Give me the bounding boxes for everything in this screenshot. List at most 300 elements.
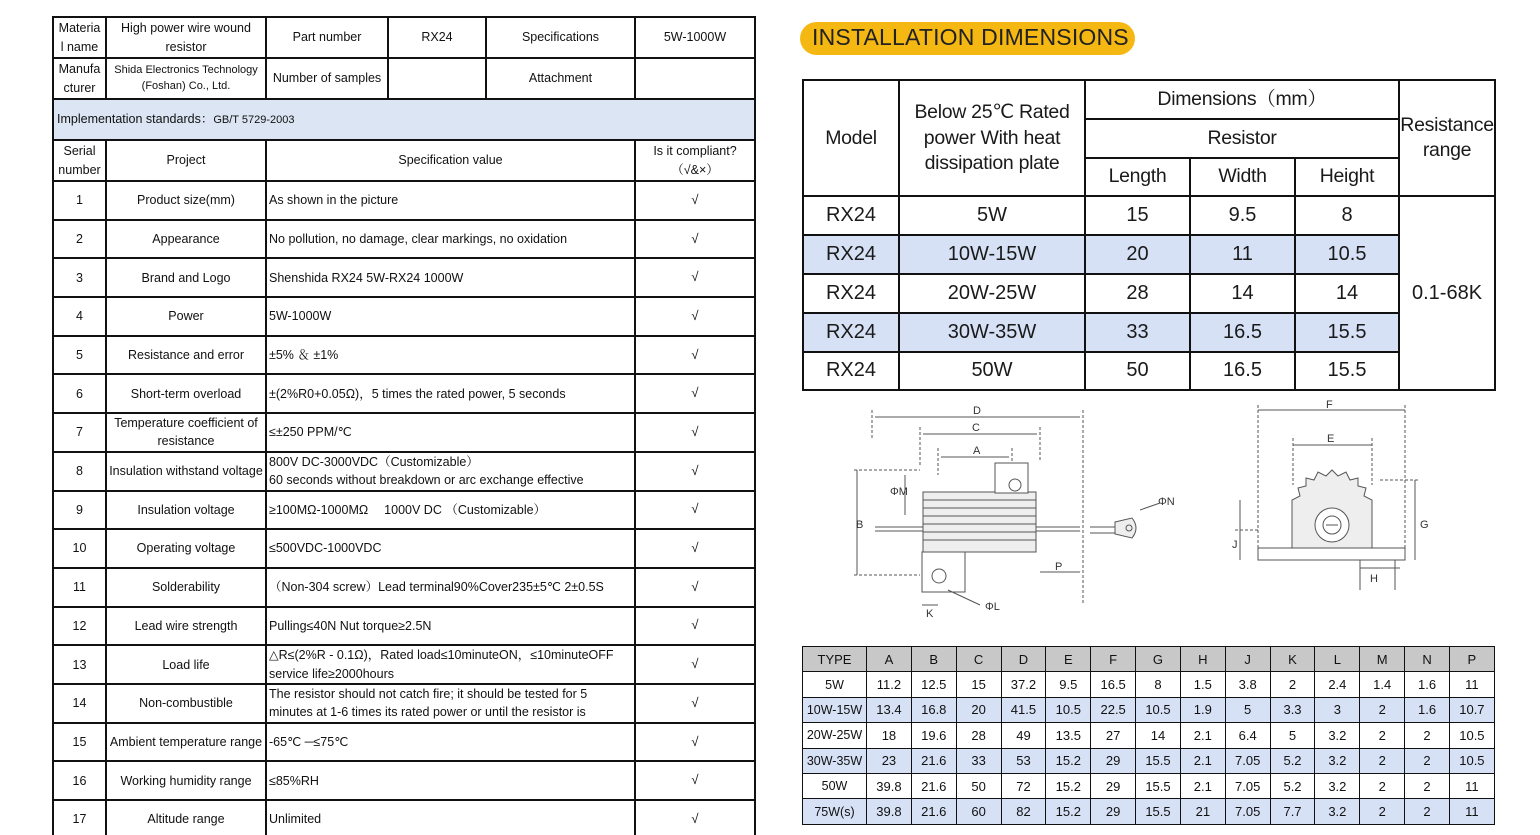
spec-row: [53, 374, 755, 413]
header-width: Width: [1190, 158, 1295, 197]
specification-line: ≥100MΩ-1000MΩ 1000V DC （Customizable）: [269, 502, 547, 517]
col-project: Project: [106, 140, 266, 181]
dimension-cell-l: 50: [1085, 352, 1190, 391]
specification-value: [266, 297, 635, 336]
dimension-row: [803, 313, 1495, 352]
spec-header-cell: 5W-1000W: [635, 17, 755, 58]
specification-line: ±(2%R0+0.05Ω)，5 times the rated power, 5 seconds: [269, 386, 566, 401]
type-value: 2: [1405, 748, 1450, 773]
label-l: ΦL: [985, 601, 1000, 613]
compliant-check: √: [635, 607, 755, 646]
specification-line: 5W-1000W: [269, 309, 332, 324]
specification-value: [266, 181, 635, 220]
header-rated-power: Below 25℃ Rated power With heat dissipation plate: [899, 80, 1085, 196]
compliant-check: √: [635, 374, 755, 413]
dimension-cell-w: 14: [1190, 274, 1295, 313]
type-value: 1.5: [1180, 672, 1225, 697]
serial-number: 8: [53, 452, 106, 491]
dimension-cell-h: 10.5: [1295, 235, 1399, 274]
project-name: Working humidity range: [106, 761, 266, 800]
compliant-check: √: [635, 336, 755, 375]
specification-line: 60 seconds without breakdown or arc exchange effective: [269, 473, 584, 488]
serial-number: 10: [53, 529, 106, 568]
project-name: Lead wire strength: [106, 607, 266, 646]
col-specification-value: Specification value: [266, 140, 635, 181]
specification-line: ≤±250 PPM/℃: [269, 425, 352, 440]
compliant-check: √: [635, 723, 755, 762]
type-value: 1.9: [1180, 697, 1225, 722]
dimension-cell-model: RX24: [803, 274, 899, 313]
serial-number: 6: [53, 374, 106, 413]
dimension-cell-h: 15.5: [1295, 352, 1399, 391]
spec-header-cell: Attachment: [486, 58, 635, 99]
installation-dimensions-title: INSTALLATION DIMENSIONS: [812, 24, 1129, 50]
project-name: Temperature coefficient of resistance: [106, 413, 266, 452]
dimension-cell-power: 5W: [899, 196, 1085, 235]
type-value: 2: [1405, 799, 1450, 824]
serial-number: 5: [53, 336, 106, 375]
serial-number: 4: [53, 297, 106, 336]
type-header-cell: F: [1091, 647, 1136, 672]
label-a: A: [973, 445, 981, 457]
type-value: 3.2: [1315, 799, 1360, 824]
type-value: 21.6: [911, 748, 956, 773]
type-value: 11: [1449, 672, 1494, 697]
type-value: 3.2: [1315, 773, 1360, 798]
type-value: 2: [1360, 697, 1405, 722]
type-value: 29: [1091, 773, 1136, 798]
type-value: 3.3: [1270, 697, 1315, 722]
standard-cell: [53, 99, 755, 140]
type-value: 1.6: [1405, 672, 1450, 697]
type-value: 11.2: [867, 672, 912, 697]
type-row: [803, 748, 1495, 773]
spec-row: [53, 607, 755, 646]
type-header-cell: K: [1270, 647, 1315, 672]
type-name: 10W-15W: [803, 697, 867, 722]
spec-row: [53, 529, 755, 568]
type-header-cell: E: [1046, 647, 1091, 672]
installation-dimensions-badge: [800, 22, 1135, 55]
type-value: 3: [1315, 697, 1360, 722]
project-name: Short-term overload: [106, 374, 266, 413]
specification-value: [266, 336, 635, 375]
label-f: F: [1326, 400, 1333, 411]
spec-row: [53, 220, 755, 259]
type-value: 10.5: [1449, 723, 1494, 748]
specification-table: [52, 16, 756, 835]
type-value: 10.5: [1046, 697, 1091, 722]
dimensions-table: [802, 79, 1496, 391]
type-value: 39.8: [867, 773, 912, 798]
type-value: 1.4: [1360, 672, 1405, 697]
spec-header-cell: High power wire wound resistor: [106, 17, 266, 58]
specification-value: [266, 684, 635, 723]
specification-value: [266, 374, 635, 413]
specification-line: minutes at 1-6 times its rated power or until the resistor is: [269, 705, 586, 720]
type-value: 5: [1270, 723, 1315, 748]
specification-line: -65℃ ─≤75℃: [269, 734, 349, 749]
serial-number: 16: [53, 761, 106, 800]
dimension-cell-l: 15: [1085, 196, 1190, 235]
type-value: 18: [867, 723, 912, 748]
serial-number: 3: [53, 258, 106, 297]
type-value: 2.1: [1180, 723, 1225, 748]
type-value: 3.2: [1315, 723, 1360, 748]
type-value: 22.5: [1091, 697, 1136, 722]
dimension-cell-w: 11: [1190, 235, 1295, 274]
dimension-cell-power: 20W-25W: [899, 274, 1085, 313]
project-name: Insulation withstand voltage: [106, 452, 266, 491]
compliant-check: √: [635, 491, 755, 530]
type-value: 14: [1136, 723, 1181, 748]
specification-line: （Non-304 screw）Lead terminal90%Cover235±5℃ 2±0.5S: [269, 580, 604, 595]
resistance-range-value: 0.1-68K: [1399, 196, 1495, 390]
label-n: ΦN: [1158, 496, 1175, 508]
compliant-check: √: [635, 529, 755, 568]
serial-number: 13: [53, 645, 106, 684]
type-value: 53: [1001, 748, 1046, 773]
specification-value: [266, 723, 635, 762]
type-value: 13.5: [1046, 723, 1091, 748]
dimension-cell-l: 28: [1085, 274, 1190, 313]
compliant-check: √: [635, 800, 755, 835]
type-value: 12.5: [911, 672, 956, 697]
project-name: Operating voltage: [106, 529, 266, 568]
spec-header-cell: Materia l name: [53, 17, 106, 58]
type-value: 2: [1360, 748, 1405, 773]
type-value: 3.8: [1225, 672, 1270, 697]
type-value: 9.5: [1046, 672, 1091, 697]
label-h: H: [1370, 573, 1378, 585]
type-value: 5.2: [1270, 748, 1315, 773]
spec-header-cell: Manufa cturer: [53, 58, 106, 99]
type-header-cell: N: [1405, 647, 1450, 672]
installation-drawing: [840, 400, 1500, 630]
specification-line: ≤85%RH: [269, 773, 319, 788]
project-name: Ambient temperature range: [106, 723, 266, 762]
spec-header-row: [53, 58, 755, 99]
spec-header-cell: Number of samples: [266, 58, 388, 99]
type-value: 16.5: [1091, 672, 1136, 697]
type-value: 3.2: [1315, 748, 1360, 773]
spec-row: [53, 568, 755, 607]
spec-header-row: [53, 17, 755, 58]
project-name: Resistance and error: [106, 336, 266, 375]
spec-row: [53, 297, 755, 336]
type-value: 2: [1405, 723, 1450, 748]
type-value: 15.2: [1046, 773, 1091, 798]
type-value: 23: [867, 748, 912, 773]
serial-number: 1: [53, 181, 106, 220]
type-value: 15.5: [1136, 748, 1181, 773]
spec-row: [53, 181, 755, 220]
side-view-drawing: [854, 410, 1160, 605]
spec-row: [53, 258, 755, 297]
compliant-check: √: [635, 413, 755, 452]
type-row: [803, 773, 1495, 798]
type-value: 7.05: [1225, 799, 1270, 824]
label-b: B: [856, 519, 864, 531]
type-value: 21.6: [911, 799, 956, 824]
type-value: 15.2: [1046, 748, 1091, 773]
type-value: 82: [1001, 799, 1046, 824]
spec-header-cell: Shida Electronics Technology (Foshan) Co., Ltd.: [106, 58, 266, 99]
type-name: 75W(s): [803, 799, 867, 824]
type-value: 1.6: [1405, 697, 1450, 722]
type-value: 20: [956, 697, 1001, 722]
type-value: 15.5: [1136, 773, 1181, 798]
type-value: 13.4: [867, 697, 912, 722]
type-value: 15.5: [1136, 799, 1181, 824]
project-name: Power: [106, 297, 266, 336]
col-compliant: Is it compliant?（√&×）: [635, 140, 755, 181]
project-name: Load life: [106, 645, 266, 684]
label-k: K: [926, 608, 934, 620]
type-name: 50W: [803, 773, 867, 798]
dimension-cell-h: 14: [1295, 274, 1399, 313]
spec-row: [53, 413, 755, 452]
project-name: Product size(mm): [106, 181, 266, 220]
label-d: D: [973, 405, 981, 417]
serial-number: 14: [53, 684, 106, 723]
specification-value: [266, 529, 635, 568]
type-value: 10.7: [1449, 697, 1494, 722]
type-value: 49: [1001, 723, 1046, 748]
spec-row: [53, 452, 755, 491]
type-row: [803, 697, 1495, 722]
specification-line: ≤500VDC-1000VDC: [269, 541, 382, 556]
label-j: J: [1232, 539, 1238, 551]
specification-line: Shenshida RX24 5W-RX24 1000W: [269, 270, 464, 285]
spec-row: [53, 723, 755, 762]
standard-value: GB/T 5729-2003: [213, 114, 295, 127]
type-value: 29: [1091, 799, 1136, 824]
dimension-cell-model: RX24: [803, 352, 899, 391]
label-m: ΦM: [890, 486, 908, 498]
type-value: 2: [1360, 799, 1405, 824]
spec-header-cell: [388, 58, 486, 99]
type-value: 2: [1405, 773, 1450, 798]
compliant-check: √: [635, 761, 755, 800]
serial-number: 12: [53, 607, 106, 646]
spec-row: [53, 491, 755, 530]
type-value: 29: [1091, 748, 1136, 773]
label-e: E: [1327, 433, 1335, 445]
type-value: 19.6: [911, 723, 956, 748]
type-value: 16.8: [911, 697, 956, 722]
dimension-row: [803, 235, 1495, 274]
serial-number: 9: [53, 491, 106, 530]
spec-column-header-row: [53, 140, 755, 181]
specification-line: 800V DC-3000VDC（Customizable）: [269, 455, 479, 470]
type-name: 20W-25W: [803, 723, 867, 748]
serial-number: 17: [53, 800, 106, 835]
type-value: 15: [956, 672, 1001, 697]
project-name: Insulation voltage: [106, 491, 266, 530]
col-serial-number: Serial number: [53, 140, 106, 181]
compliant-check: √: [635, 220, 755, 259]
specification-value: [266, 452, 635, 491]
compliant-check: √: [635, 297, 755, 336]
project-name: Non-combustible: [106, 684, 266, 723]
type-value: 6.4: [1225, 723, 1270, 748]
type-header-cell: B: [911, 647, 956, 672]
dimension-cell-h: 15.5: [1295, 313, 1399, 352]
compliant-check: √: [635, 181, 755, 220]
type-value: 7.7: [1270, 799, 1315, 824]
type-header-cell: J: [1225, 647, 1270, 672]
specification-line: The resistor should not catch fire; it should be tested for 5: [269, 687, 588, 702]
type-value: 72: [1001, 773, 1046, 798]
type-value: 5.2: [1270, 773, 1315, 798]
type-value: 2: [1270, 672, 1315, 697]
dimension-cell-power: 10W-15W: [899, 235, 1085, 274]
dimension-row: [803, 196, 1495, 235]
type-value: 10.5: [1136, 697, 1181, 722]
project-name: Altitude range: [106, 800, 266, 835]
type-value: 7.05: [1225, 748, 1270, 773]
specification-value: [266, 568, 635, 607]
spec-header-cell: Part number: [266, 17, 388, 58]
project-name: Appearance: [106, 220, 266, 259]
specification-line: As shown in the picture: [269, 193, 399, 208]
type-row: [803, 672, 1495, 697]
type-dimensions-table: [802, 646, 1495, 825]
type-value: 33: [956, 748, 1001, 773]
type-value: 5: [1225, 697, 1270, 722]
label-g: G: [1420, 519, 1429, 531]
dimension-row: [803, 352, 1495, 391]
type-header-cell: D: [1001, 647, 1046, 672]
project-name: Solderability: [106, 568, 266, 607]
header-resistor: Resistor: [1085, 119, 1399, 158]
specification-line: No pollution, no damage, clear markings, no oxidation: [269, 231, 568, 246]
specification-line: ±5% ＆ ±1%: [269, 348, 339, 363]
type-value: 2.1: [1180, 773, 1225, 798]
dimension-cell-h: 8: [1295, 196, 1399, 235]
serial-number: 2: [53, 220, 106, 259]
spec-header-cell: RX24: [388, 17, 486, 58]
dimension-cell-w: 16.5: [1190, 352, 1295, 391]
specification-value: [266, 607, 635, 646]
spec-row: [53, 336, 755, 375]
type-value: 15.2: [1046, 799, 1091, 824]
type-header-cell: M: [1360, 647, 1405, 672]
type-header-cell: H: [1180, 647, 1225, 672]
compliant-check: √: [635, 568, 755, 607]
type-header-cell: TYPE: [803, 647, 867, 672]
header-model: Model: [803, 80, 899, 196]
type-name: 5W: [803, 672, 867, 697]
specification-line: △R≤(2%R - 0.1Ω)，Rated load≤10minuteON，≤10minuteOFF: [269, 648, 614, 663]
specification-value: [266, 761, 635, 800]
type-value: 50: [956, 773, 1001, 798]
spec-row: [53, 645, 755, 684]
label-c: C: [972, 422, 980, 434]
specification-value: [266, 258, 635, 297]
specification-line: Pulling≤40N Nut torque≥2.5N: [269, 618, 432, 633]
type-value: 27: [1091, 723, 1136, 748]
spec-header-cell: [635, 58, 755, 99]
type-header-cell: A: [867, 647, 912, 672]
spec-header-cell: Specifications: [486, 17, 635, 58]
type-value: 7.05: [1225, 773, 1270, 798]
type-value: 2: [1360, 723, 1405, 748]
spec-row: [53, 684, 755, 723]
type-value: 60: [956, 799, 1001, 824]
type-value: 2.1: [1180, 748, 1225, 773]
dimension-cell-model: RX24: [803, 235, 899, 274]
spec-row: [53, 761, 755, 800]
dimension-row: [803, 274, 1495, 313]
project-name: Brand and Logo: [106, 258, 266, 297]
standard-label: Implementation standards：: [57, 112, 214, 127]
dimension-cell-l: 33: [1085, 313, 1190, 352]
header-dimensions: Dimensions（mm）: [1085, 80, 1399, 119]
type-header-cell: G: [1136, 647, 1181, 672]
type-header-cell: L: [1315, 647, 1360, 672]
type-value: 2: [1360, 773, 1405, 798]
type-header-row: [803, 647, 1495, 672]
dimension-cell-power: 50W: [899, 352, 1085, 391]
type-value: 11: [1449, 799, 1494, 824]
specification-value: [266, 220, 635, 259]
type-value: 21: [1180, 799, 1225, 824]
dimension-cell-power: 30W-35W: [899, 313, 1085, 352]
header-length: Length: [1085, 158, 1190, 197]
compliant-check: √: [635, 258, 755, 297]
specification-value: [266, 413, 635, 452]
type-row: [803, 723, 1495, 748]
type-header-cell: P: [1449, 647, 1494, 672]
specification-line: service life≥2000hours: [269, 666, 394, 681]
type-row: [803, 799, 1495, 824]
compliant-check: √: [635, 452, 755, 491]
type-value: 28: [956, 723, 1001, 748]
serial-number: 11: [53, 568, 106, 607]
header-height: Height: [1295, 158, 1399, 197]
serial-number: 15: [53, 723, 106, 762]
type-value: 39.8: [867, 799, 912, 824]
specification-line: Unlimited: [269, 812, 322, 827]
type-value: 11: [1449, 773, 1494, 798]
specification-value: [266, 800, 635, 835]
header-resistance-range: Resistance range: [1399, 80, 1495, 196]
type-value: 8: [1136, 672, 1181, 697]
standard-row: [53, 99, 755, 140]
spec-row: [53, 800, 755, 835]
type-header-cell: C: [956, 647, 1001, 672]
type-value: 41.5: [1001, 697, 1046, 722]
dimension-cell-w: 9.5: [1190, 196, 1295, 235]
label-p: P: [1055, 561, 1063, 573]
serial-number: 7: [53, 413, 106, 452]
type-value: 2.4: [1315, 672, 1360, 697]
type-value: 10.5: [1449, 748, 1494, 773]
dimension-cell-l: 20: [1085, 235, 1190, 274]
type-value: 37.2: [1001, 672, 1046, 697]
dimension-cell-w: 16.5: [1190, 313, 1295, 352]
type-value: 21.6: [911, 773, 956, 798]
type-name: 30W-35W: [803, 748, 867, 773]
compliant-check: √: [635, 684, 755, 723]
dimension-cell-model: RX24: [803, 196, 899, 235]
specification-value: [266, 645, 635, 684]
compliant-check: √: [635, 645, 755, 684]
specification-value: [266, 491, 635, 530]
dimension-cell-model: RX24: [803, 313, 899, 352]
